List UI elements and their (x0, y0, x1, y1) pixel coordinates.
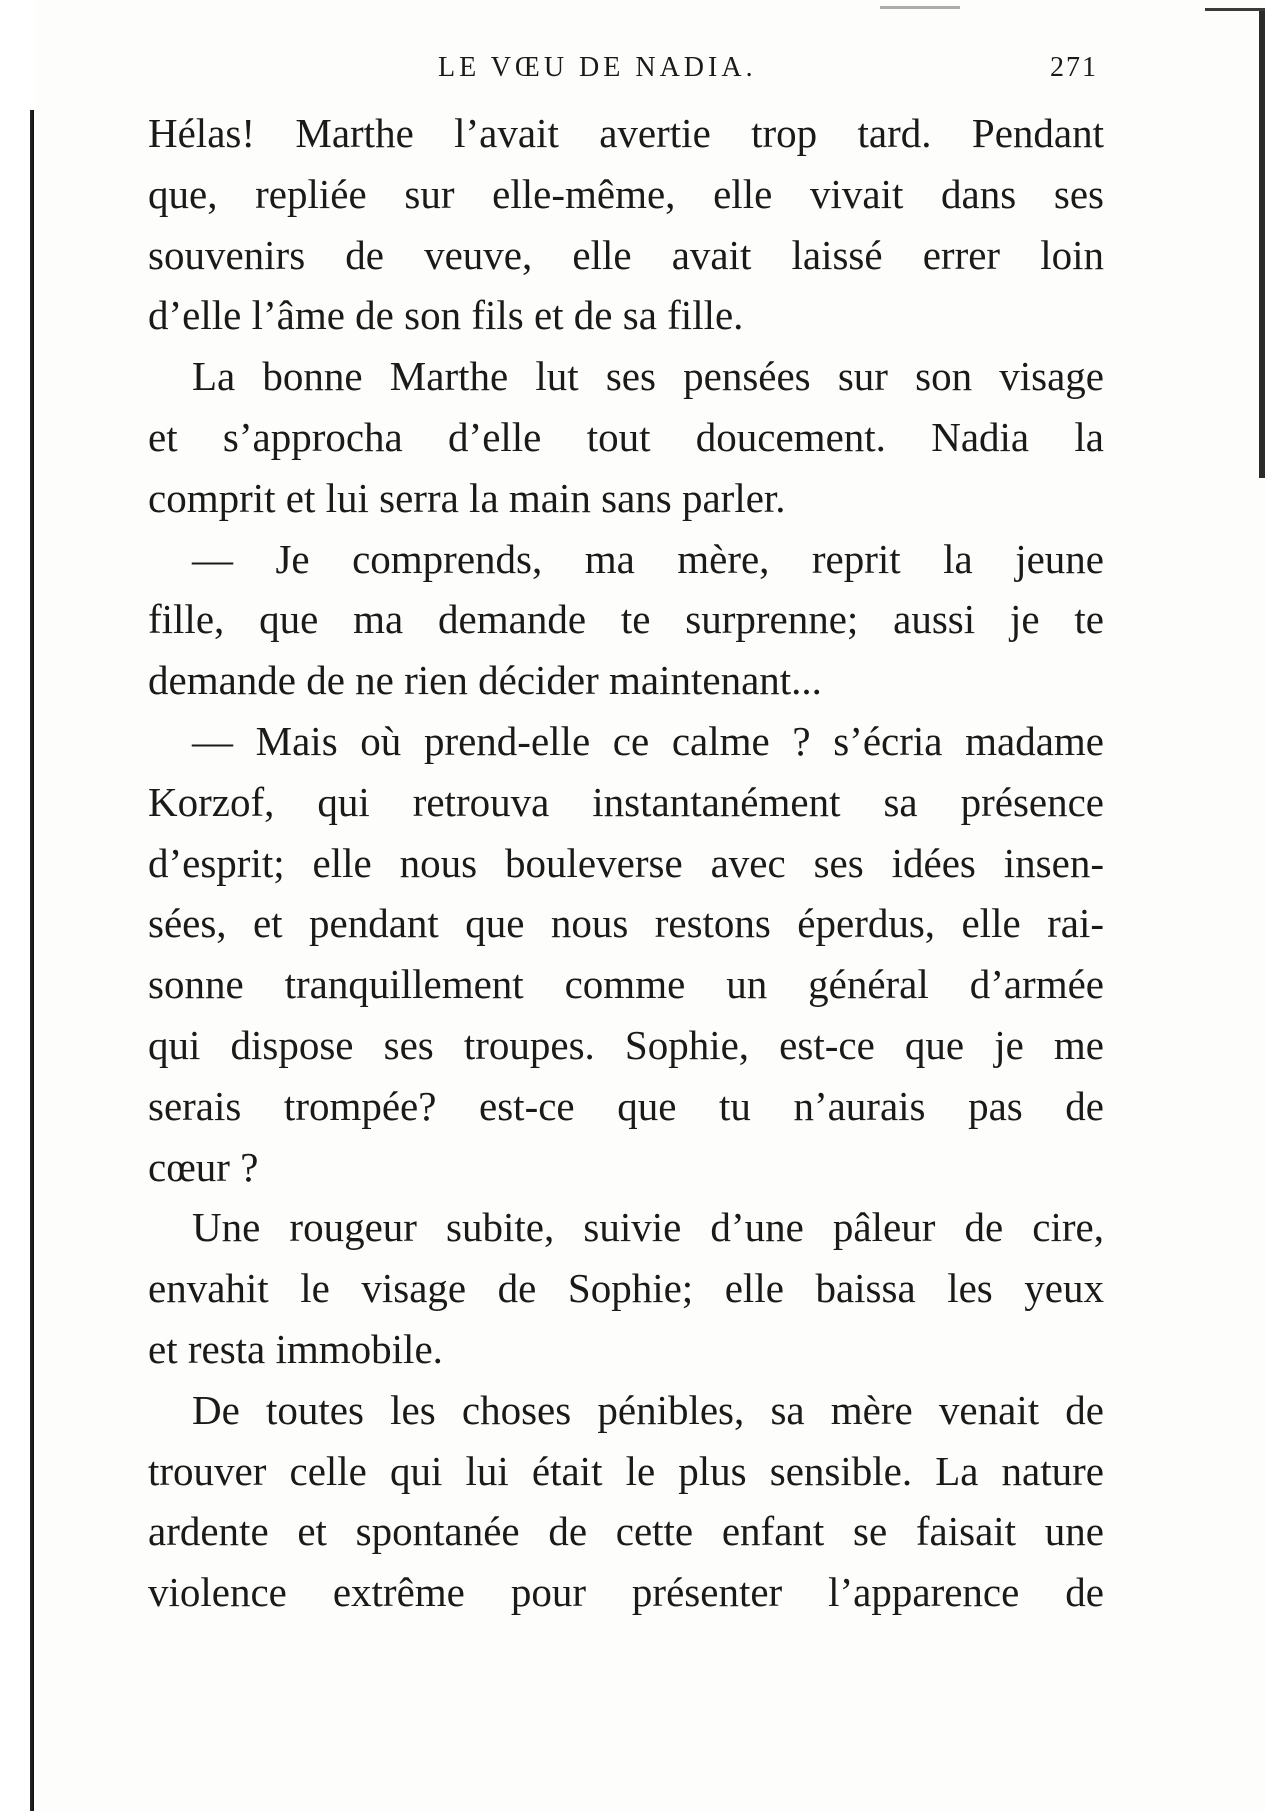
text-line: cœur ? (148, 1143, 259, 1190)
binding-edge-gap (30, 0, 36, 110)
text-line: De toutes les choses pénibles, sa mère venait de (192, 1386, 1104, 1433)
scan-mark (880, 6, 960, 9)
right-page-edge (1259, 8, 1265, 478)
text-line: trouver celle qui lui était le plus sensible. La nature (148, 1447, 1104, 1494)
text-line: Korzof, qui retrouva instantanément sa présence (148, 778, 1104, 825)
text-line: d’elle l’âme de son fils et de sa fille. (148, 292, 744, 339)
text-line: et s’approcha d’elle tout doucement. Nadia la (148, 413, 1104, 460)
text-line: sonne tranquillement comme un général d’armée (148, 961, 1104, 1008)
right-page-edge-tab (1205, 8, 1265, 11)
text-line: comprit et lui serra la main sans parler. (148, 474, 786, 521)
text-body (148, 103, 1104, 1623)
text-line: — Je comprends, ma mère, reprit la jeune (192, 535, 1104, 582)
text-line: serais trompée? est-ce que tu n’aurais pas de (148, 1082, 1104, 1129)
text-line: La bonne Marthe lut ses pensées sur son visage (192, 353, 1104, 400)
text-line: qui dispose ses troupes. Sophie, est-ce que je me (148, 1021, 1104, 1068)
text-line: souvenirs de veuve, elle avait laissé errer loin (148, 231, 1104, 278)
text-line: que, repliée sur elle-même, elle vivait dans ses (148, 170, 1104, 217)
running-head (148, 52, 1098, 92)
text-line: et resta immobile. (148, 1325, 443, 1372)
text-line: Hélas! Marthe l’avait avertie trop tard. Pendant (148, 110, 1104, 156)
text-line: sées, et pendant que nous restons éperdus, elle rai- (148, 900, 1104, 947)
text-line: envahit le visage de Sophie; elle baissa les yeux (148, 1265, 1104, 1312)
text-line: fille, que ma demande te surprenne; aussi je te (148, 596, 1104, 643)
running-title: LE VŒU DE NADIA. (438, 52, 757, 83)
text-line: demande de ne rien décider maintenant... (148, 657, 822, 704)
page-number: 271 (1050, 52, 1098, 83)
text-line: — Mais où prend-elle ce calme ? s’écria madame (192, 717, 1104, 764)
binding-edge (0, 0, 34, 1811)
text-line: d’esprit; elle nous bouleverse avec ses idées insen- (148, 839, 1104, 886)
text-line: Une rougeur subite, suivie d’une pâleur de cire, (192, 1204, 1104, 1251)
text-line: ardente et spontanée de cette enfant se faisait une (148, 1508, 1104, 1555)
text-line: violence extrême pour présenter l’apparence de (148, 1569, 1104, 1616)
